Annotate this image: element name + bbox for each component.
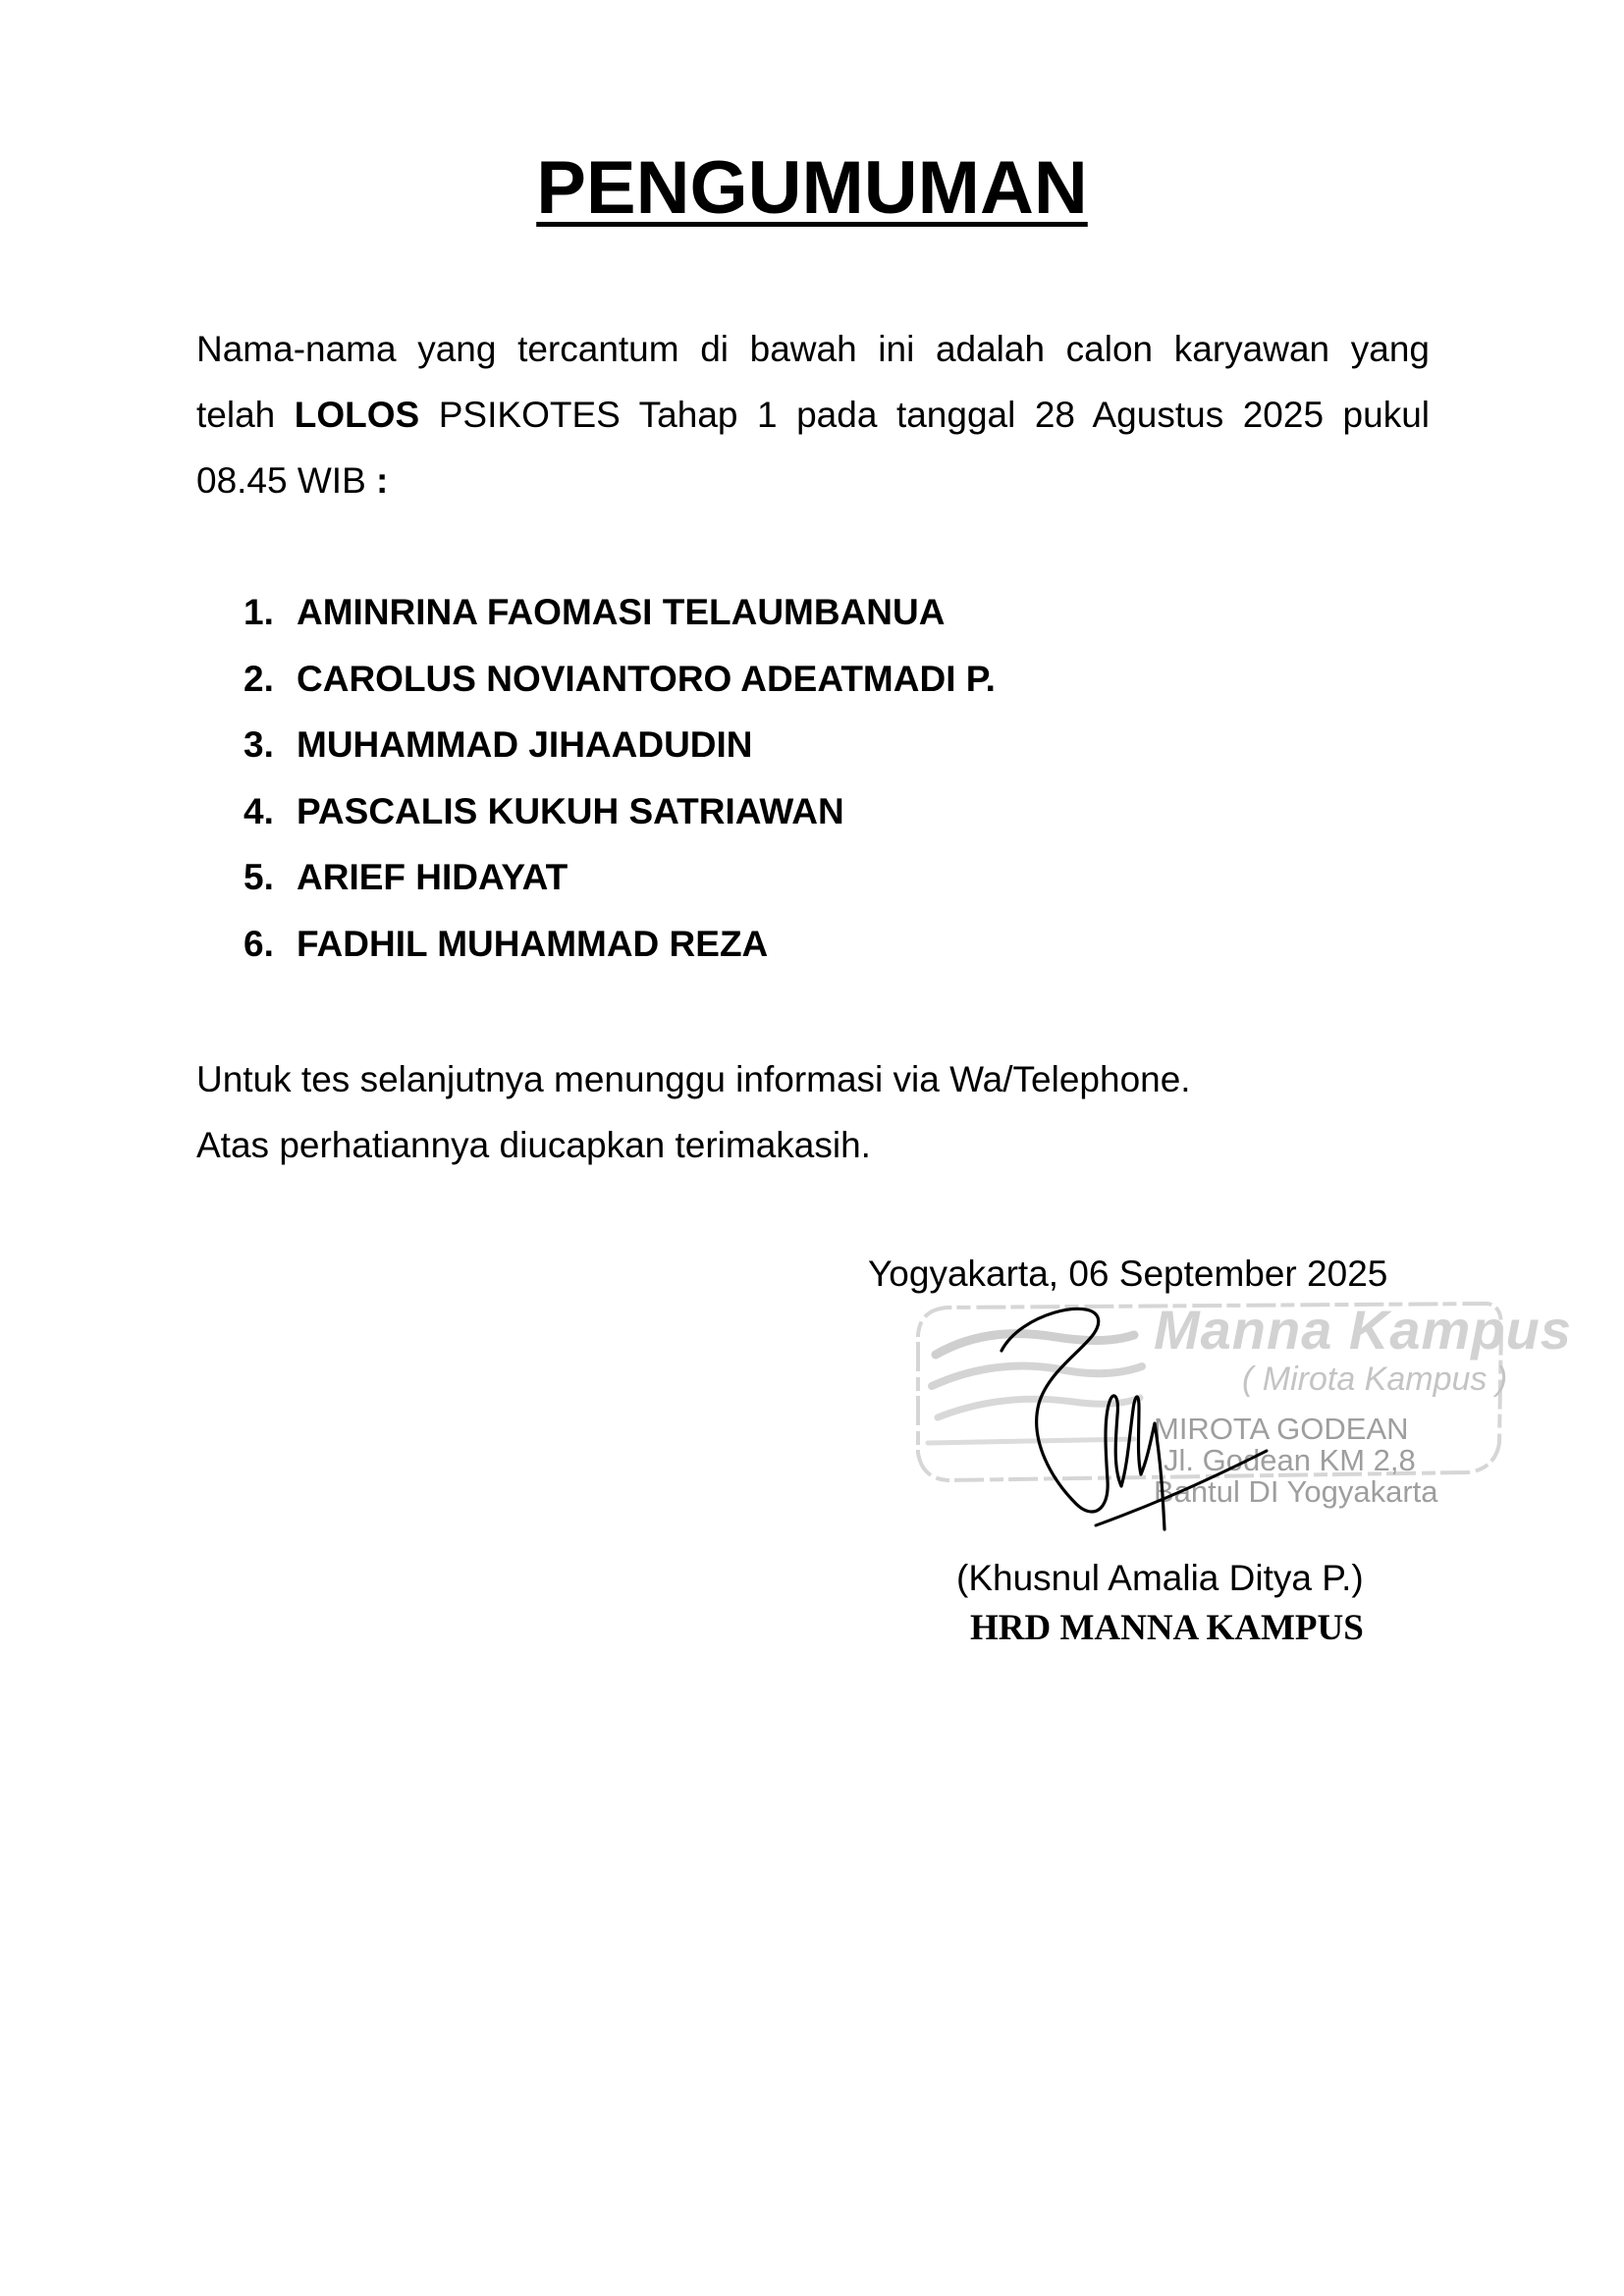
list-item-number: 1. (244, 592, 274, 632)
intro-line-2 (196, 382, 1430, 448)
signer-name: (Khusnul Amalia Ditya P.) (956, 1558, 1364, 1598)
list-item-number: 3. (244, 724, 274, 765)
list-item-number: 5. (244, 857, 274, 897)
list-item (244, 646, 996, 713)
intro-line-2-prefix: telah (196, 395, 276, 435)
closing-line-1: Untuk tes selanjutnya menunggu informasi via Wa/Telephone. (196, 1059, 1191, 1099)
list-item-number: 2. (244, 658, 274, 699)
signature-icon (982, 1294, 1296, 1539)
list-item-number: 6. (244, 923, 274, 964)
intro-colon: : (376, 460, 389, 501)
candidate-list (244, 579, 996, 977)
intro-lolos-bold: LOLOS (294, 395, 420, 435)
stamp-brand: Manna Kampus (1154, 1299, 1572, 1361)
list-item (244, 911, 996, 978)
list-item (244, 844, 996, 911)
announcement-title (0, 147, 1624, 230)
list-item-number: 4. (244, 790, 274, 831)
list-item (244, 712, 996, 778)
closing-line-2: Atas perhatiannya diucapkan terimakasih. (196, 1125, 871, 1165)
intro-line-1: Nama-nama yang tercantum di bawah ini adalah calon karyawan yang (196, 329, 1430, 369)
announcement-title-text: PENGUMUMAN (536, 146, 1088, 230)
list-item (244, 778, 996, 845)
stamp-address-line-2: Jl. Godean KM 2,8 (1164, 1443, 1416, 1477)
list-item-name: PASCALIS KUKUH SATRIAWAN (297, 790, 844, 831)
list-item-name: MUHAMMAD JIHAADUDIN (297, 724, 753, 765)
stamp-brand-sub: ( Mirota Kampus ) (1242, 1361, 1508, 1398)
list-item-name: AMINRINA FAOMASI TELAUMBANUA (297, 592, 946, 632)
list-item-name: FADHIL MUHAMMAD REZA (297, 923, 769, 964)
signer-department: HRD MANNA KAMPUS (970, 1608, 1364, 1648)
intro-paragraph (196, 316, 1430, 513)
closing-paragraph (196, 1046, 1191, 1178)
intro-line-3 (196, 448, 1430, 513)
stamp-address-line-1: MIROTA GODEAN (1154, 1412, 1409, 1446)
place-date: Yogyakarta, 06 September 2025 (868, 1254, 1388, 1294)
list-item-name: CAROLUS NOVIANTORO ADEATMADI P. (297, 658, 996, 699)
list-item-name: ARIEF HIDAYAT (297, 857, 568, 897)
list-item (244, 579, 996, 646)
intro-line-2-suffix: PSIKOTES Tahap 1 pada tanggal 28 Agustus 2025 pukul (438, 395, 1431, 435)
intro-time: 08.45 WIB (196, 460, 366, 501)
stamp-address-line-3: Bantul DI Yogyakarta (1154, 1474, 1438, 1509)
